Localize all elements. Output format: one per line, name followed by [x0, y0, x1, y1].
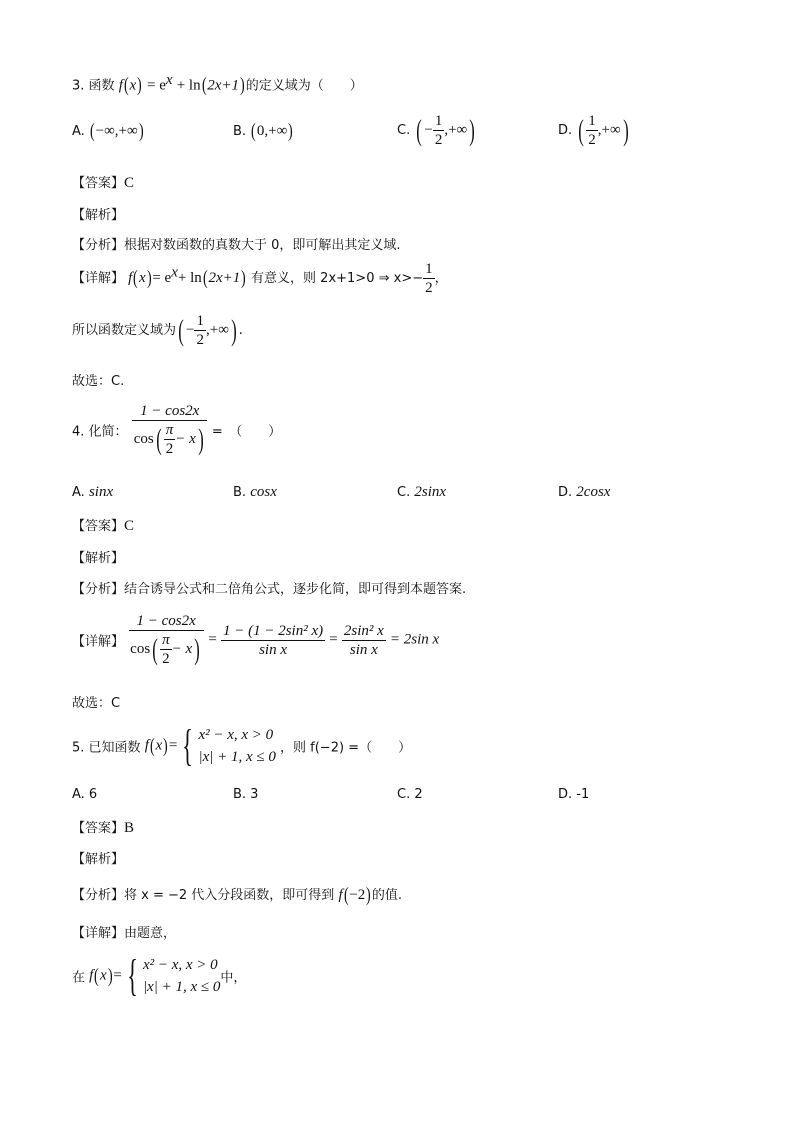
q5-option-a: A. 6 — [72, 787, 98, 802]
q3-stem: 3. 函数 $f(x) = e^x + \ln(2x+1)$的定义域为（ ） — [72, 72, 363, 97]
q3-option-b: B. (0,+∞) — [233, 120, 293, 142]
q4-analysis-tag: 【解析】 — [72, 551, 125, 566]
q4-fenxi: 【分析】结合诱导公式和二倍角公式，逐步化简，即可得到本题答案. — [72, 582, 467, 597]
q5-option-d: D. -1 — [558, 787, 590, 802]
q5-option-b: B. 3 — [233, 787, 259, 802]
q4-option-d: D. 2cosx — [558, 484, 611, 500]
q5-piecewise: 在 f(x)= { x² − x, x > 0 |x| + 1, x ≤ 0 中， — [72, 951, 247, 1000]
q4-stem: 4. 化简： 1 − cos2x cos( $\frac{\pi}{2}$ − x) = （ ） — [72, 403, 282, 457]
q3-option-d: D. ( $\frac{1}{2}$ ,+∞) — [558, 113, 629, 148]
q3-domain: 所以函数定义域为( − $\frac{1}{2}$ ,+∞) . — [72, 313, 243, 348]
q4-detail: 【详解】 1 − cos2x cos( $\frac{\pi}{2}$ − x) = $\frac{\text{1 − (1 − 2sin² x)}}{\text{sin x}}$ = $\frac{\text{2sin² x}}{\text{sin x}}$ = 2sin x — [72, 613, 440, 667]
q3-answer: 【答案】C — [72, 175, 135, 191]
q3-number: 3. 函数 — [72, 78, 115, 94]
q3-option-c: C. ( − $\frac{1}{2}$ ,+∞) — [397, 113, 475, 148]
q4-answer: 【答案】C — [72, 518, 135, 534]
q5-detail: 【详解】由题意， — [72, 926, 177, 941]
q4-choose: 故选：C — [72, 696, 121, 711]
q3-option-a: A. (−∞,+∞) — [72, 120, 144, 142]
q3-choose: 故选：C. — [72, 374, 125, 389]
q4-option-b: B. cosx — [233, 484, 277, 500]
q5-stem: 5. 已知函数 f(x)= { x² − x, x > 0 |x| + 1, x ≤ 0 ，则 f(−2) =（ ） — [72, 721, 412, 770]
q4-fraction: 1 − cos2x cos( $\frac{\pi}{2}$ − x) — [132, 402, 208, 458]
q3-analysis-tag: 【解析】 — [72, 208, 125, 223]
q4-option-c: C. 2sinx — [397, 484, 447, 500]
q3-detail: 【详解】 $f(x)= e^x+ \ln(2x+1)$ 有意义，则 2x+1>0 ⇒ x>− $\frac{1}{2}$ ， — [72, 261, 448, 296]
q5-answer: 【答案】B — [72, 820, 135, 836]
q5-option-c: C. 2 — [397, 787, 423, 802]
q5-fenxi: 【分析】将 x = −2 代入分段函数，即可得到 f(−2)的值. — [72, 884, 403, 906]
q4-option-a: A. sinx — [72, 484, 114, 500]
q3-f: f — [118, 77, 123, 94]
q5-analysis-tag: 【解析】 — [72, 852, 125, 867]
q3-fenxi: 【分析】根据对数函数的真数大于 0，即可解出其定义域. — [72, 238, 401, 253]
